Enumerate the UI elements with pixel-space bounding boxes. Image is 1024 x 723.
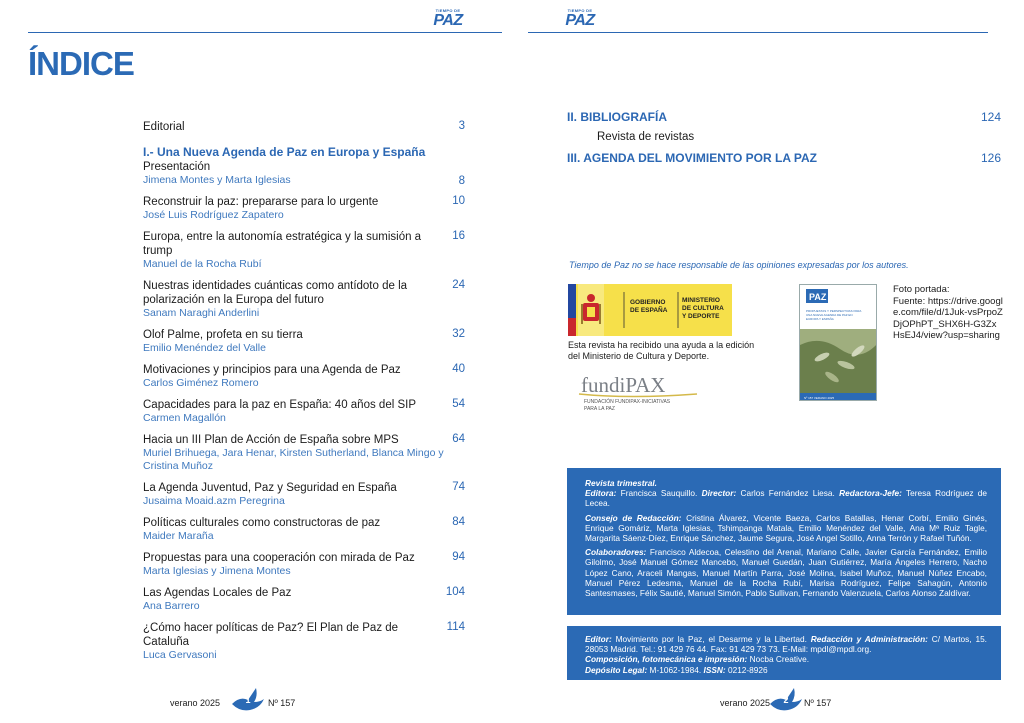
credits-director-label: Director: bbox=[701, 488, 737, 499]
pub-editor-label: Editor: bbox=[585, 634, 612, 644]
toc-entry-author: Jimena Montes y Marta Iglesias bbox=[143, 174, 291, 186]
editorial-credits-box bbox=[567, 468, 1001, 615]
fundipax-sub1: FUNDACIÓN FUNDIPAX-INICIATIVAS bbox=[584, 399, 671, 405]
toc-entry-author: Emilio Menéndez del Valle bbox=[143, 342, 266, 354]
footer-season: verano 2025 bbox=[170, 698, 221, 708]
toc-entry[interactable] bbox=[143, 481, 465, 508]
pub-issn-label: ISSN: bbox=[703, 664, 726, 675]
toc-entry-bibliografia[interactable] bbox=[567, 110, 1001, 145]
toc-page-number: 24 bbox=[452, 279, 465, 291]
toc-entry[interactable] bbox=[143, 328, 465, 355]
toc-entry[interactable] bbox=[143, 516, 465, 543]
toc-entry[interactable] bbox=[143, 120, 465, 134]
pub-issn: 0212-8926 bbox=[725, 664, 768, 675]
toc-page-number: 32 bbox=[452, 328, 465, 340]
toc-entry-title: Reconstruir la paz: prepararse para lo urgente bbox=[143, 196, 379, 208]
toc-entry-title: Las Agendas Locales de Paz bbox=[143, 587, 292, 599]
svg-text:Nº 157 VERANO 2025: Nº 157 VERANO 2025 bbox=[804, 396, 835, 400]
toc-entry-title: Europa, entre la autonomía estratégica y la sumisión a trump bbox=[143, 231, 422, 257]
gov-line1: GOBIERNO bbox=[630, 299, 666, 306]
toc-entry[interactable] bbox=[143, 195, 465, 222]
disclaimer-text: Tiempo de Paz no se hace responsable de las opiniones expresadas por los autores. bbox=[569, 260, 909, 270]
fundipax-sub2: PARA LA PAZ bbox=[584, 406, 615, 412]
toc-subentry: Revista de revistas bbox=[597, 131, 695, 143]
credits-consejo-label: Consejo de Redacción: bbox=[585, 512, 682, 523]
cover-image bbox=[800, 285, 877, 401]
footer-issue: Nº 157 bbox=[268, 698, 296, 708]
credits-editora: Francisca Sauquillo. bbox=[616, 488, 702, 499]
svg-text:PROPUESTAS Y PERSPECTIVAS PARA: PROPUESTAS Y PERSPECTIVAS PARA bbox=[806, 309, 862, 313]
logo-small-text: TIEMPO DE bbox=[435, 8, 461, 13]
photo-credit bbox=[893, 284, 1003, 342]
toc-page-number: 16 bbox=[452, 230, 465, 242]
toc-entry-title: Olof Palme, profeta en su tierra bbox=[143, 329, 303, 341]
header-rule-left bbox=[28, 32, 502, 33]
toc-entry-author: Marta Iglesias y Jimena Montes bbox=[143, 565, 291, 577]
toc-entry-author: Luca Gervasoni bbox=[143, 649, 217, 661]
logo-big-text: PAZ bbox=[433, 12, 463, 29]
toc-page-number: 84 bbox=[452, 516, 465, 528]
pub-redaccion-label: Redacción y Administración: bbox=[810, 634, 928, 644]
footer-right bbox=[720, 686, 860, 716]
toc-entry-author: Manuel de la Rocha Rubí bbox=[143, 258, 262, 270]
toc-page-number: 124 bbox=[980, 110, 1001, 124]
toc-entry-agenda[interactable] bbox=[567, 151, 1001, 166]
footer-issue: Nº 157 bbox=[804, 698, 832, 708]
toc-page-number: 10 bbox=[452, 195, 465, 207]
photo-credit-source[interactable]: Fuente: https://drive.google.com/file/d/1Juk-vsPrpoZDjOPhPT_SHX6H-G3ZxHsEJ4/view?usp=sharing bbox=[893, 295, 1003, 341]
toc-entry-author: Ana Barrero bbox=[143, 600, 200, 612]
toc-entry-title: Editorial bbox=[143, 121, 185, 133]
toc-page-number: 114 bbox=[446, 621, 465, 633]
photo-credit-label: Foto portada: bbox=[893, 284, 950, 295]
toc-entry-title: Motivaciones y principios para una Agenda de Paz bbox=[143, 364, 401, 376]
logo-small-text: TIEMPO DE bbox=[567, 8, 593, 13]
toc-page-number: 74 bbox=[452, 481, 465, 493]
svg-text:UNA NUEVA AGENDA DE PAZ EN: UNA NUEVA AGENDA DE PAZ EN bbox=[806, 313, 853, 317]
toc-entry[interactable] bbox=[143, 621, 465, 662]
fundipax-name: fundiPAX bbox=[581, 373, 666, 397]
toc-entry-author: José Luis Rodríguez Zapatero bbox=[143, 209, 284, 221]
cover-title: PAZ bbox=[809, 292, 827, 302]
toc-entry-title: Nuestras identidades cuánticas como antídoto de la polarización en la Europa del futuro bbox=[143, 280, 408, 306]
credits-periodicity: Revista trimestral. bbox=[585, 478, 657, 488]
toc-section-title: III. AGENDA DEL MOVIMIENTO POR LA PAZ bbox=[567, 151, 818, 165]
toc-entry-author: Carlos Giménez Romero bbox=[143, 377, 259, 389]
toc-page-number: 54 bbox=[452, 398, 465, 410]
pub-composicion: Nocba Creative. bbox=[747, 654, 810, 665]
pub-deposito: M-1062-1984. bbox=[647, 664, 704, 675]
credits-colab: Francisco Aldecoa, Celestino del Arenal, Mariano Calle, Javier García Fernández, Emilio Gilolmo, José Manuel Gómez Mancebo, Manuel Guedán, Juan Gutiérrez, María Ángeles Herrero, Nacho López Cano, Araceli Mangas, Manuel Martín Parra, José Molina, Isabel Muñoz, Manuel Núñez Encabo, Manuel Pérez Ledesma, Manuel de la Rocha Rubí, Marisa Rodríguez, Felipe Sahagún, Antonio Santesmases, Félix Sautié, Manuel Simón, Pablo Sullivan, Fernando Valenzuela, Carlos Alonso Zaldívar. bbox=[585, 547, 987, 599]
credits-redactora: Teresa Rodríguez de Lecea. bbox=[585, 488, 987, 509]
pub-editor: Movimiento por la Paz, el Desarme y la Libertad. bbox=[611, 634, 811, 644]
toc-entry-author: Maider Maraña bbox=[143, 530, 214, 542]
toc-entry[interactable] bbox=[143, 551, 465, 578]
toc-entry-author: Carmen Magallón bbox=[143, 412, 226, 424]
pub-composicion-label: Composición, fotomecánica e impresión: bbox=[585, 654, 748, 665]
ministerio-cultura-logo bbox=[568, 284, 732, 336]
credits-redactora-label: Redactora-Jefe: bbox=[839, 488, 902, 499]
toc-entry[interactable] bbox=[143, 230, 465, 271]
toc-page-number: 104 bbox=[445, 586, 465, 598]
toc-page-number: 126 bbox=[980, 151, 1001, 165]
table-of-contents-right bbox=[567, 110, 1001, 166]
pub-deposito-label: Depósito Legal: bbox=[585, 664, 648, 675]
credits-editora-label: Editora: bbox=[585, 488, 617, 499]
toc-entry-title: Propuestas para una cooperación con mirada de Paz bbox=[143, 552, 415, 564]
gov-line5: Y DEPORTE bbox=[682, 313, 720, 320]
toc-entry[interactable] bbox=[143, 586, 465, 613]
toc-entry-title: Hacia un III Plan de Acción de España sobre MPS bbox=[143, 434, 399, 446]
toc-section-heading: I.- Una Nueva Agenda de Paz en Europa y España bbox=[143, 145, 426, 159]
logo-big-text: PAZ bbox=[565, 12, 595, 29]
fundipax-logo bbox=[569, 372, 709, 416]
magazine-logo-right bbox=[564, 8, 596, 30]
publisher-box bbox=[567, 626, 1001, 680]
page-title: ÍNDICE bbox=[28, 45, 134, 82]
toc-page-number: 40 bbox=[452, 363, 465, 375]
svg-text:EUROPA Y ESPAÑA: EUROPA Y ESPAÑA bbox=[806, 317, 834, 321]
toc-entry-title: La Agenda Juventud, Paz y Seguridad en España bbox=[143, 482, 397, 494]
magazine-logo-left bbox=[432, 8, 464, 30]
pub-redaccion: C/ Martos, 15. 28053 Madrid. Tel.: 91 429 76 44. Fax: 91 429 73 73. E-Mail: mpdl@mpdl.org. bbox=[585, 634, 987, 655]
gov-line3: MINISTERIO bbox=[682, 297, 720, 304]
toc-entry-title: Presentación bbox=[143, 161, 211, 173]
footer-page-number: 1 bbox=[245, 695, 251, 705]
toc-page-number: 64 bbox=[452, 433, 465, 445]
toc-entry-author: Muriel Brihuega, Jara Henar, Kirsten Sutherland, Blanca Mingo y Cristina Muñoz bbox=[143, 447, 444, 472]
credits-director: Carlos Fernández Liesa. bbox=[736, 488, 840, 499]
toc-entry[interactable] bbox=[143, 398, 465, 425]
toc-entry-title: Políticas culturales como constructoras de paz bbox=[143, 517, 381, 529]
toc-section-title: II. BIBLIOGRAFÍA bbox=[567, 110, 667, 124]
toc-entry[interactable] bbox=[143, 363, 465, 390]
toc-entry-author: Jusaima Moaid.azm Peregrina bbox=[143, 495, 285, 507]
toc-entry-title: Capacidades para la paz en España: 40 años del SIP bbox=[143, 399, 416, 411]
toc-page-number: 3 bbox=[458, 120, 465, 132]
footer-left bbox=[170, 686, 310, 716]
toc-entry-author: Sanam Naraghi Anderlini bbox=[143, 307, 260, 319]
cover-thumbnail bbox=[799, 284, 877, 401]
credits-colab-label: Colaboradores: bbox=[585, 547, 647, 558]
credits-consejo: Cristina Álvarez, Vicente Baeza, Carlos Batallas, Henar Corbí, Emilio Ginés, Enrique Gomáriz, Marta Iglesias, Tshimpanga Matala, Emilio Menéndez del Valle, Ana Mª Ruiz Tagle, Margarita Sáenz-Díez, Enrique Sánchez, Jaume Segura, José Angel Sotillo, Anna Terrón y Rafael Tuñón. bbox=[585, 512, 988, 544]
footer-page-number: 2 bbox=[783, 695, 789, 705]
toc-entry-title: ¿Cómo hacer políticas de Paz? El Plan de Paz de Cataluña bbox=[143, 622, 399, 648]
gov-line4: DE CULTURA bbox=[682, 305, 724, 312]
table-of-contents bbox=[143, 120, 465, 670]
toc-entry[interactable] bbox=[143, 145, 465, 187]
footer-season: verano 2025 bbox=[720, 698, 771, 708]
toc-entry[interactable] bbox=[143, 433, 465, 473]
toc-entry[interactable] bbox=[143, 279, 465, 320]
toc-page-number: 94 bbox=[452, 551, 465, 563]
gov-line2: DE ESPAÑA bbox=[630, 307, 668, 314]
header-rule-right bbox=[528, 32, 988, 33]
toc-page-number: 8 bbox=[458, 175, 465, 187]
gov-caption: Esta revista ha recibido una ayuda a la edición del Ministerio de Cultura y Deporte. bbox=[568, 340, 755, 361]
